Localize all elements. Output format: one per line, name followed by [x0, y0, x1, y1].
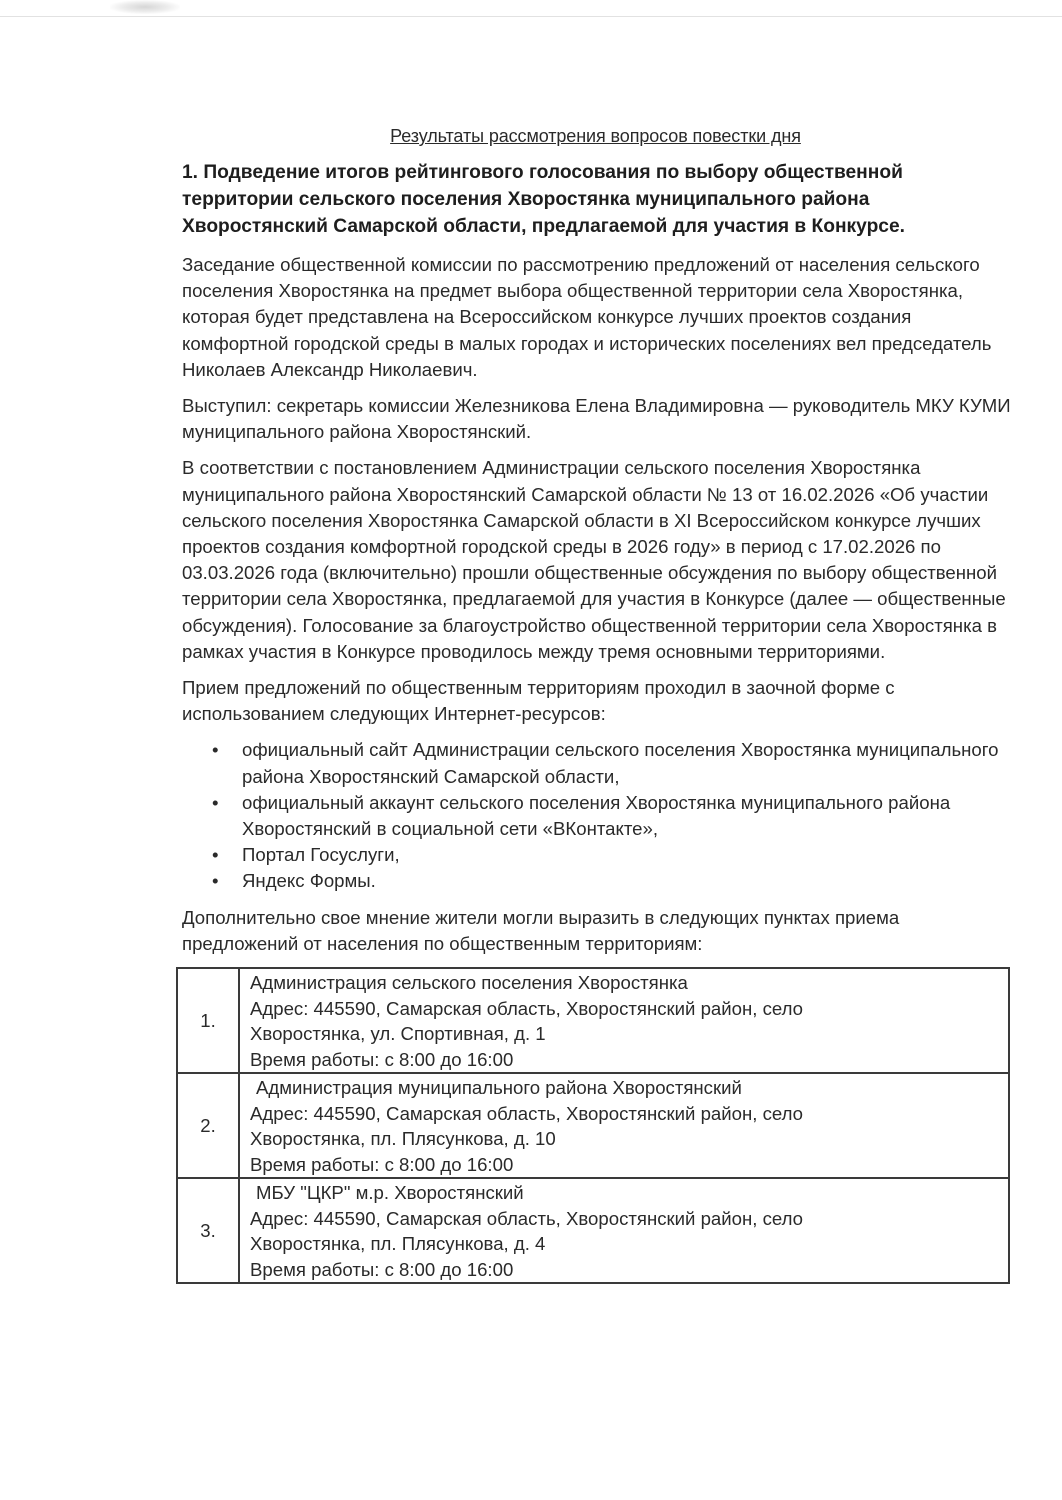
resource-gosuslugi: Портал Госуслуги,: [242, 844, 400, 866]
row-number: 3.: [177, 1178, 239, 1283]
internet-resources-list: [178, 737, 1013, 894]
row-number: 1.: [177, 968, 239, 1073]
point-name: Администрация сельского поселения Хворостянка: [250, 972, 688, 994]
point-address-line2: Хворостянка, ул. Спортивная, д. 1: [250, 1023, 546, 1045]
list-item: [178, 842, 1013, 868]
bullet-icon: •: [212, 844, 219, 866]
point-hours: Время работы: с 8:00 до 16:00: [250, 1153, 514, 1175]
point-hours: Время работы: с 8:00 до 16:00: [250, 1048, 514, 1070]
resource-vk-account: официальный аккаунт сельского поселения Хворостянка муниципального района Хворостянский в социальной сети «ВКонтакте»,: [242, 791, 951, 840]
point-name: МБУ "ЦКР" м.р. Хворостянский: [256, 1182, 524, 1204]
document-page: [178, 126, 1013, 1284]
table-row: [177, 1178, 1009, 1283]
point-name: Администрация муниципального района Хворостянский: [256, 1077, 742, 1099]
row-number: 2.: [177, 1073, 239, 1178]
row-details: [239, 1073, 1009, 1178]
list-item: [178, 790, 1013, 842]
point-address-line1: Адрес: 445590, Самарская область, Хворостянский район, село: [250, 1102, 804, 1124]
paragraph-resolution: В соответствии с постановлением Администрации сельского поселения Хворостянка муниципального района Хворостянский Самарской области № 13 от 16.02.2026 «Об участии сельского поселения Хворостянка Самарской области в XI Всероссийском конкурсе лучших проектов создания комфортной городской среды в 2026 году» в период с 17.02.2026 по 03.03.2026 года (включительно) прошли общественные обсуждения по выбору общественной территории села Хворостянка, предлагаемой для участия в Конкурсе (далее — общественные обсуждения). Голосование за благоустройство общественной территории села Хворостянка в рамках участия в Конкурсе проводилось между тремя основными территориями.: [182, 457, 1006, 662]
paragraph-commission-meeting: Заседание общественной комиссии по рассмотрению предложений от населения сельского поселения Хворостянка на предмет выбора общественной территории села Хворостянка, которая будет представлена на Всероссийском конкурсе лучших проектов создания комфортной городской среды в малых городах и исторических поселениях вел председатель Николаев Александр Николаевич.: [182, 254, 992, 380]
point-hours: Время работы: с 8:00 до 16:00: [250, 1258, 514, 1280]
list-item: [178, 737, 1013, 789]
table-row: [177, 968, 1009, 1073]
row-details: [239, 1178, 1009, 1283]
resource-official-site: официальный сайт Администрации сельского поселения Хворостянка муниципального района Хворостянский Самарской области,: [242, 739, 999, 787]
reception-points-table: [176, 967, 1010, 1284]
row-details: [239, 968, 1009, 1073]
point-address-line2: Хворостянка, пл. Плясункова, д. 4: [250, 1233, 546, 1255]
bullet-icon: •: [212, 739, 219, 761]
bullet-icon: •: [212, 791, 219, 813]
paragraph-speaker: Выступил: секретарь комиссии Железникова Елена Владимировна — руководитель МКУ КУМИ муниципального района Хворостянский.: [182, 395, 1011, 443]
section-heading: 1. Подведение итогов рейтингового голосования по выбору общественной территории сельского поселения Хворостянка муниципального района Хворостянский Самарской области, предлагаемой для участия в Конкурсе.: [182, 162, 905, 237]
bullet-icon: •: [212, 870, 219, 892]
point-address-line1: Адрес: 445590, Самарская область, Хворостянский район, село: [250, 1207, 804, 1229]
scan-artifact: [110, 0, 180, 14]
point-address-line2: Хворостянка, пл. Плясункова, д. 10: [250, 1128, 556, 1150]
document-title: Результаты рассмотрения вопросов повестки дня: [390, 126, 801, 146]
point-address-line1: Адрес: 445590, Самарская область, Хворостянский район, село: [250, 997, 804, 1019]
paragraph-reception-method: Прием предложений по общественным территориям проходил в заочной форме с использованием следующих Интернет-ресурсов:: [182, 677, 895, 725]
paragraph-additional: Дополнительно свое мнение жители могли выразить в следующих пунктах приема предложений от населения по общественным территориям:: [182, 906, 900, 954]
table-row: [177, 1073, 1009, 1178]
scan-edge-line: [0, 16, 1062, 17]
resource-yandex-forms: Яндекс Формы.: [242, 870, 376, 892]
list-item: [178, 868, 1013, 894]
